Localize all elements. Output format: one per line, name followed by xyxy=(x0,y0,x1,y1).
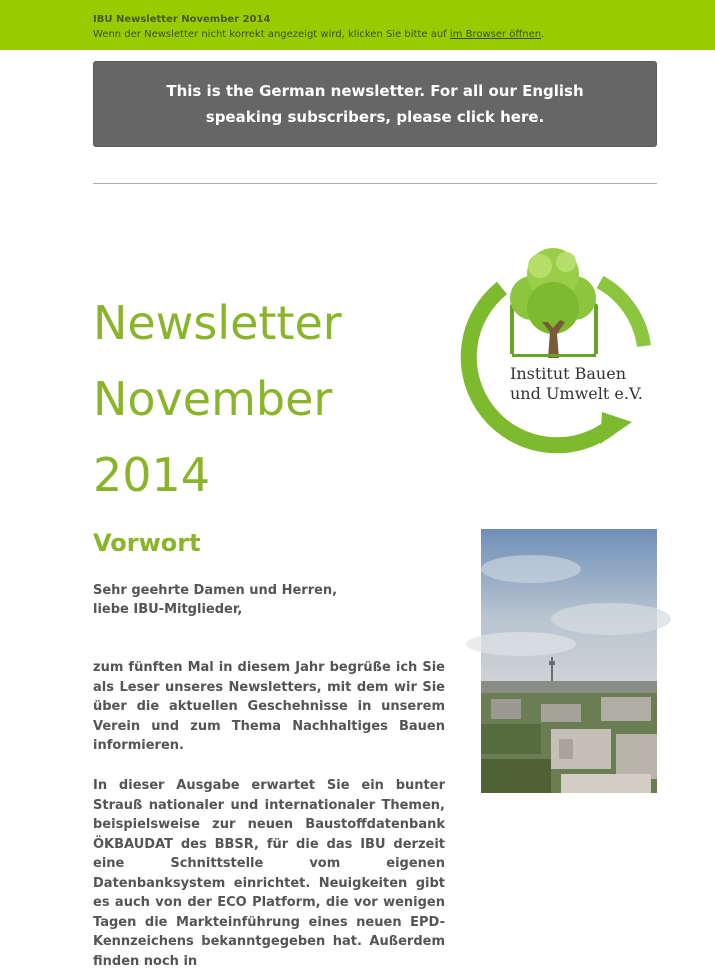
newsletter-header-title: IBU Newsletter November 2014 xyxy=(93,14,271,25)
english-version-text: This is the German newsletter. For all our English speaking subscribers, please click here. xyxy=(166,82,584,126)
english-version-button[interactable] xyxy=(93,61,657,147)
title-line-1: Newsletter xyxy=(93,296,342,350)
browser-view-text: Wenn der Newsletter nicht korrekt angezeigt wird, klicken Sie bitte auf xyxy=(93,29,450,40)
open-in-browser-link[interactable]: im Browser öffnen xyxy=(449,29,542,40)
logo-arrow-head-icon xyxy=(600,412,632,444)
newsletter-title xyxy=(93,285,433,513)
top-bar xyxy=(0,0,715,50)
content-paragraph: In dieser Ausgabe erwartet Sie ein bunter Strauß nationaler und internationaler Themen, beispielsweise zur neuen Baustoffdatenbank ÖKBAUDAT des BBSR, für die das IBU derzeit eine Schnittstelle vom eigenen Datenbanksystem einrichtet. Neuigkeiten gibt es auch von der ECO Platform, die vor wenigen Tagen die Markteinführung eines neuen EPD-Kennzeichens bekanntgegeben hat. Außerdem finden noch in xyxy=(93,778,445,969)
browser-view-notice xyxy=(93,29,544,40)
greeting-line-2: liebe IBU-Mitglieder, xyxy=(93,602,243,617)
logo-arrow-right xyxy=(600,282,644,346)
intro-paragraph: zum fünften Mal in diesem Jahr begrüße ich Sie als Leser unseres Newsletters, mit dem wir Sie über die aktuellen Geschehnisse in unserem Verein und zum Thema Nachhaltiges Bauen informieren. xyxy=(93,660,445,753)
logo-text-line-2: und Umwelt e.V. xyxy=(510,384,643,403)
title-line-3: 2014 xyxy=(93,448,211,502)
browser-view-suffix: . xyxy=(541,29,545,40)
greeting xyxy=(93,581,445,619)
city-aerial-photo xyxy=(481,529,657,793)
divider xyxy=(93,183,657,184)
greeting-line-1: Sehr geehrte Damen und Herren, xyxy=(93,583,338,598)
logo-text-line-1: Institut Bauen xyxy=(510,364,627,383)
title-line-2: November xyxy=(93,372,333,426)
section-heading: Vorwort xyxy=(93,529,201,557)
ibu-logo[interactable] xyxy=(462,236,652,446)
